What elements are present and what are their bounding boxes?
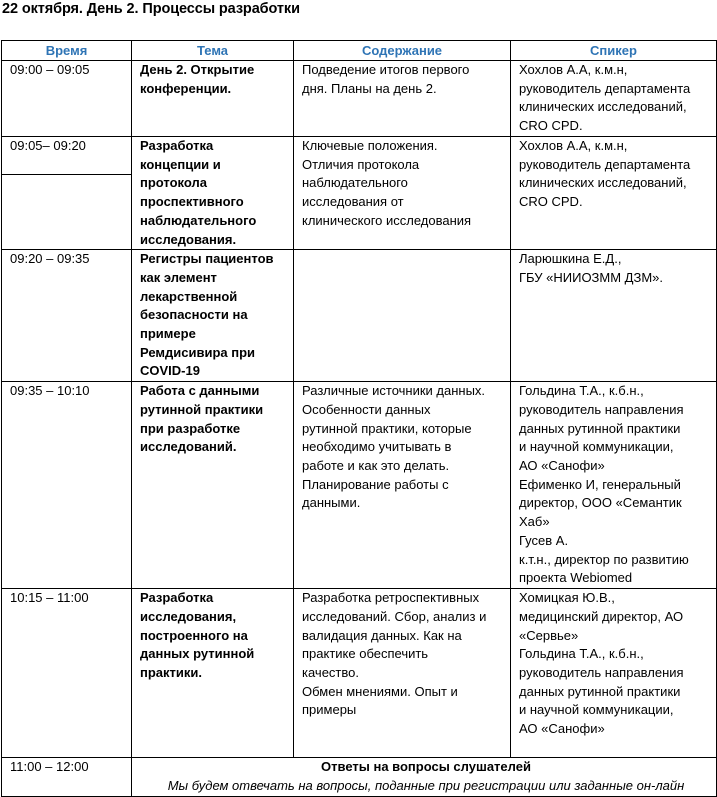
cell-line: практики.	[140, 665, 202, 681]
schedule-table	[1, 40, 717, 797]
cell-line: Ефименко И, генеральный	[519, 476, 681, 492]
cell-line: COVID-19	[140, 363, 200, 379]
cell-line: Хохлов А.А, к.м.н,	[519, 138, 628, 153]
cell-line: примеры	[302, 702, 357, 718]
cell-line: данных рутинной практики	[519, 420, 681, 436]
cell-line: Хомицкая Ю.В.,	[519, 590, 615, 606]
cell-line: как элемент	[140, 269, 217, 285]
cell-line: исследований. Сбор, анализ и	[302, 608, 487, 624]
cell-line: рутинной практики, которые	[302, 420, 472, 436]
cell-line: Подведение итогов первого	[302, 62, 470, 77]
time-cell: 09:00 – 09:05	[2, 61, 132, 137]
cell-line: дня. Планы на день 2.	[302, 80, 437, 96]
cell-line: Гольдина Т.А., к.б.н.,	[519, 383, 644, 399]
cell-line: Ремдисивира при	[140, 344, 256, 360]
cell-line: Гусев А.	[519, 532, 569, 548]
time-cell: 09:05– 09:20	[2, 137, 132, 175]
cell-line: ГБУ «НИИОЗММ ДЗМ».	[519, 269, 664, 285]
cell-line: клинических исследований,	[519, 99, 687, 115]
cell-line: Регистры пациентов	[140, 251, 274, 267]
cell-line: Особенности данных	[302, 401, 431, 417]
cell-line: безопасности на	[140, 307, 248, 323]
qa-title: Ответы на вопросы слушателей	[321, 759, 531, 775]
qa-cell	[132, 758, 717, 796]
cell-line: Ключевые положения.	[302, 138, 438, 153]
content-cell	[294, 61, 511, 137]
time-cell: 09:35 – 10:10	[2, 382, 132, 589]
topic-cell	[132, 174, 294, 249]
table-row	[2, 758, 717, 796]
cell-line: исследования.	[140, 231, 237, 247]
cell-line: данными.	[302, 495, 361, 511]
cell-line: Ларюшкина Е.Д.,	[519, 251, 622, 267]
cell-line: клинического исследования	[302, 212, 472, 228]
table-row	[2, 382, 717, 589]
cell-line: руководитель направления	[519, 401, 684, 417]
table-row	[2, 589, 717, 758]
speaker-cell	[511, 137, 717, 175]
cell-line: Хаб»	[519, 514, 550, 530]
cell-line: концепции и	[140, 156, 221, 172]
cell-line: клинических исследований,	[519, 175, 687, 191]
speaker-cell	[511, 250, 717, 382]
cell-line: руководитель департамента	[519, 80, 691, 96]
cell-line: к.т.н., директор по развитию	[519, 551, 689, 567]
cell-line: АО «Санофи»	[519, 458, 605, 474]
cell-line: Обмен мнениями. Опыт и	[302, 683, 458, 699]
cell-line: исследований.	[140, 439, 237, 455]
cell-line: качество.	[302, 665, 359, 681]
cell-line: наблюдательного	[302, 175, 408, 191]
header-time: Время	[2, 41, 132, 61]
cell-line: протокола	[140, 175, 207, 191]
cell-line: руководитель направления	[519, 665, 684, 681]
header-row	[2, 41, 717, 61]
cell-line: необходимо учитывать в	[302, 439, 452, 455]
cell-line: Разработка ретроспективных	[302, 590, 480, 606]
table-row	[2, 137, 717, 175]
topic-cell	[132, 250, 294, 382]
time-cell: 09:20 – 09:35	[2, 250, 132, 382]
cell-line: примере	[140, 326, 196, 342]
topic-cell	[132, 382, 294, 589]
cell-line: директор, ООО «Семантик	[519, 495, 682, 511]
page-title: 22 октября. День 2. Процессы разработки	[2, 1, 300, 17]
cell-line: исследования от	[302, 194, 404, 210]
cell-line: рутинной практики	[140, 401, 264, 417]
table-row	[2, 250, 717, 382]
cell-line: День 2. Открытие	[140, 62, 255, 77]
cell-line: наблюдательного	[140, 212, 257, 228]
cell-line: Работа с данными	[140, 383, 260, 399]
content-cell	[294, 250, 511, 382]
topic-cell	[132, 61, 294, 137]
table-row	[2, 61, 717, 137]
cell-line: практике обеспечить	[302, 646, 429, 662]
cell-line: проспективного	[140, 194, 244, 210]
speaker-cell	[511, 61, 717, 137]
cell-line: CRO CPD.	[519, 118, 583, 134]
cell-line: лекарственной	[140, 288, 238, 304]
cell-line: «Сервье»	[519, 627, 579, 643]
cell-line: исследования,	[140, 608, 237, 624]
cell-line: Разработка	[140, 138, 214, 153]
cell-line: работе и как это делать.	[302, 458, 450, 474]
header-content: Содержание	[294, 41, 511, 61]
cell-line: конференции.	[140, 80, 232, 96]
cell-line: Различные источники данных.	[302, 383, 486, 399]
table-row-continuation	[2, 174, 717, 249]
cell-line: данных рутинной практики	[519, 683, 681, 699]
cell-line: Отличия протокола	[302, 156, 420, 172]
content-cell	[294, 137, 511, 175]
cell-line: Гольдина Т.А., к.б.н.,	[519, 646, 644, 662]
cell-line: валидация данных. Как на	[302, 627, 462, 643]
cell-line: руководитель департамента	[519, 156, 691, 172]
cell-line: и научной коммуникации,	[519, 439, 674, 455]
cell-line: CRO CPD.	[519, 194, 583, 210]
topic-cell	[132, 589, 294, 758]
header-speaker: Спикер	[511, 41, 717, 61]
cell-line: Разработка	[140, 590, 214, 606]
cell-line: и научной коммуникации,	[519, 702, 674, 718]
cell-line: Планирование работы с	[302, 476, 449, 492]
speaker-cell	[511, 589, 717, 758]
time-cell-empty	[2, 174, 132, 249]
cell-line: проекта Webiomed	[519, 570, 633, 586]
topic-cell	[132, 137, 294, 175]
cell-line: медицинский директор, АО	[519, 608, 684, 624]
speaker-cell	[511, 382, 717, 589]
cell-line: построенного на	[140, 627, 248, 643]
content-cell	[294, 589, 511, 758]
header-topic: Тема	[132, 41, 294, 61]
cell-line: Хохлов А.А, к.м.н,	[519, 62, 628, 77]
content-cell	[294, 174, 511, 249]
cell-line: данных рутинной	[140, 646, 255, 662]
qa-note: Мы будем отвечать на вопросы, поданные при регистрации или заданные он-лайн	[167, 777, 685, 793]
cell-line: АО «Санофи»	[519, 721, 605, 737]
time-cell: 11:00 – 12:00	[2, 758, 132, 796]
cell-line: при разработке	[140, 420, 241, 436]
time-cell: 10:15 – 11:00	[2, 589, 132, 758]
content-cell	[294, 382, 511, 589]
speaker-cell	[511, 174, 717, 249]
